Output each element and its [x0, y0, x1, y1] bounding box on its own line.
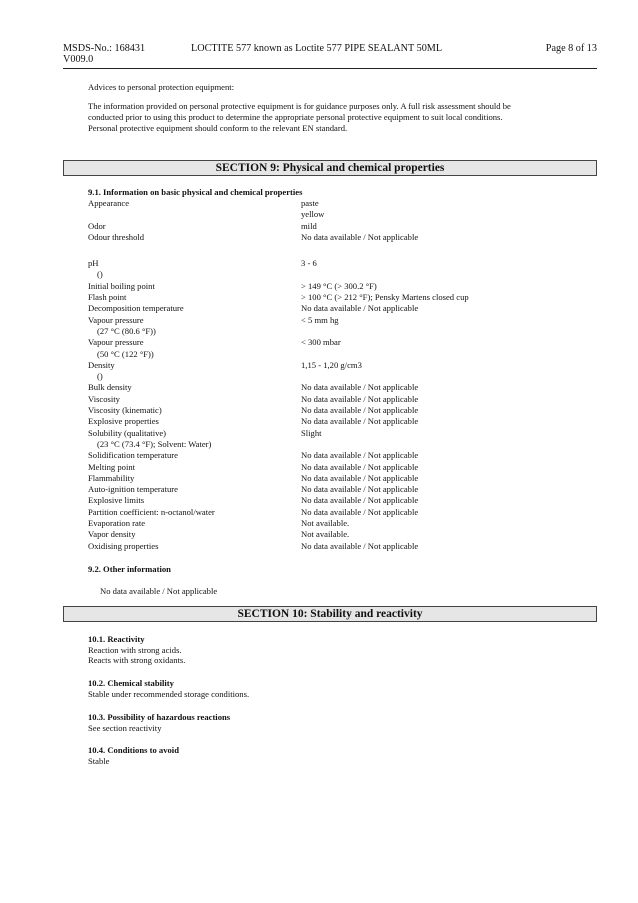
property-row	[88, 416, 568, 427]
hazardous-reactions-block	[88, 712, 230, 733]
property-value: No data available / Not applicable	[301, 416, 419, 427]
advice-line: Personal protective equipment should conform to the relevant EN standard.	[88, 123, 348, 133]
property-row	[88, 450, 568, 461]
property-row	[88, 473, 568, 484]
property-value: No data available / Not applicable	[301, 495, 419, 506]
property-value: > 149 °C (> 300.2 °F)	[301, 280, 377, 291]
property-value: No data available / Not applicable	[301, 506, 419, 517]
property-value: No data available / Not applicable	[301, 450, 419, 461]
chemical-stability-text: Stable under recommended storage conditions.	[88, 688, 250, 699]
property-row	[88, 541, 568, 552]
property-value: Not available.	[301, 518, 350, 529]
property-name: pH	[88, 258, 99, 269]
subsection-9-2-title: 9.2. Other information	[88, 564, 171, 574]
property-name: ()	[97, 269, 103, 280]
property-name: Initial boiling point	[88, 280, 155, 291]
property-row	[88, 360, 568, 371]
property-value: Slight	[301, 427, 322, 438]
advice-line: conducted prior to using this product to determine the appropriate personal protective equipment to suit local conditions.	[88, 112, 503, 122]
property-row	[88, 439, 568, 450]
property-value: yellow	[301, 209, 325, 220]
property-value: > 100 °C (> 212 °F); Pensky Martens closed cup	[301, 292, 469, 303]
property-row	[88, 326, 568, 337]
reactivity-block	[88, 634, 185, 666]
property-row	[88, 349, 568, 360]
property-value: No data available / Not applicable	[301, 231, 419, 242]
property-row	[88, 518, 568, 529]
property-name: Melting point	[88, 461, 136, 472]
property-name: Solubility (qualitative)	[88, 427, 167, 438]
property-row	[88, 371, 568, 382]
property-name: Bulk density	[88, 382, 132, 393]
chemical-stability-block	[88, 678, 249, 699]
property-value: No data available / Not applicable	[301, 540, 419, 551]
property-row	[88, 484, 568, 495]
property-name: Explosive limits	[88, 495, 145, 506]
property-name: Vapour pressure	[88, 337, 144, 348]
property-name: Evaporation rate	[88, 518, 146, 529]
conditions-to-avoid-title: 10.4. Conditions to avoid	[88, 745, 179, 755]
property-row	[88, 221, 568, 232]
property-value: 3 - 6	[301, 258, 317, 269]
property-row	[88, 462, 568, 473]
reactivity-title: 10.1. Reactivity	[88, 634, 145, 644]
page-header	[63, 43, 597, 65]
property-name: Viscosity (kinematic)	[88, 405, 162, 416]
reactivity-text: Reaction with strong acids.	[88, 644, 182, 655]
section-10-title: SECTION 10: Stability and reactivity	[63, 606, 597, 622]
property-row	[88, 428, 568, 439]
property-name: Viscosity	[88, 393, 120, 404]
property-row	[88, 337, 568, 348]
property-name: Density	[88, 359, 115, 370]
property-name: (50 °C (122 °F))	[97, 348, 154, 359]
property-value: No data available / Not applicable	[301, 484, 419, 495]
property-name: (23 °C (73.4 °F); Solvent: Water)	[97, 438, 212, 449]
property-row	[88, 269, 568, 280]
conditions-to-avoid-text: Stable	[88, 755, 110, 766]
property-value: paste	[301, 198, 319, 208]
property-name: Vapor density	[88, 529, 136, 540]
property-row	[88, 394, 568, 405]
property-name: Flammability	[88, 472, 135, 483]
property-row	[88, 405, 568, 416]
property-row	[88, 529, 568, 540]
property-value: No data available / Not applicable	[301, 405, 419, 416]
hazardous-reactions-text: See section reactivity	[88, 722, 162, 733]
property-value: Not available.	[301, 529, 350, 540]
property-value: 1,15 - 1,20 g/cm3	[301, 359, 362, 370]
property-row	[88, 315, 568, 326]
property-row	[88, 198, 568, 209]
page-number: Page 8 of 13	[545, 43, 597, 54]
property-row	[88, 507, 568, 518]
property-name: Auto-ignition temperature	[88, 484, 178, 495]
version: V009.0	[63, 54, 94, 65]
property-name: Oxidising properties	[88, 540, 159, 551]
property-row	[88, 209, 568, 220]
property-name: Decomposition temperature	[88, 303, 184, 314]
property-value: < 300 mbar	[301, 337, 341, 348]
property-row	[88, 495, 568, 506]
property-row	[88, 243, 568, 258]
conditions-to-avoid-block	[88, 745, 179, 766]
header-divider	[63, 68, 597, 69]
protection-advice	[88, 82, 578, 134]
other-information: No data available / Not applicable	[100, 586, 218, 596]
property-row	[88, 232, 568, 243]
property-row	[88, 382, 568, 393]
property-value: No data available / Not applicable	[301, 303, 419, 314]
property-value: No data available / Not applicable	[301, 393, 419, 404]
property-name: Appearance	[88, 198, 130, 208]
property-row	[88, 292, 568, 303]
properties-list	[88, 198, 568, 552]
subsection-9-1-title: 9.1. Information on basic physical and chemical properties	[88, 187, 303, 197]
property-row	[88, 281, 568, 292]
property-name: Vapour pressure	[88, 314, 144, 325]
property-value: < 5 mm hg	[301, 314, 339, 325]
advice-heading: Advices to personal protection equipment:	[88, 82, 235, 92]
property-name: Flash point	[88, 292, 127, 303]
chemical-stability-title: 10.2. Chemical stability	[88, 678, 174, 688]
section-9-title: SECTION 9: Physical and chemical properties	[63, 160, 597, 176]
property-name: Odor	[88, 220, 106, 231]
property-name: Odour threshold	[88, 231, 145, 242]
property-name: Solidification temperature	[88, 450, 178, 461]
property-name: ()	[97, 371, 103, 382]
property-name: Partition coefficient: n-octanol/water	[88, 506, 215, 517]
property-name: Explosive properties	[88, 416, 159, 427]
reactivity-text: Reacts with strong oxidants.	[88, 655, 186, 665]
property-value: No data available / Not applicable	[301, 472, 419, 483]
property-value: mild	[301, 220, 317, 231]
property-value: No data available / Not applicable	[301, 461, 419, 472]
advice-line: The information provided on personal protective equipment is for guidance purposes only. A full risk assessment should be	[88, 101, 511, 111]
product-name: LOCTITE 577 known as Loctite 577 PIPE SEALANT 50ML	[191, 43, 443, 54]
property-name: (27 °C (80.6 °F))	[97, 325, 156, 336]
property-row	[88, 303, 568, 314]
msds-number: MSDS-No.: 168431	[63, 43, 146, 54]
property-value: No data available / Not applicable	[301, 382, 419, 393]
hazardous-reactions-title: 10.3. Possibility of hazardous reactions	[88, 712, 231, 722]
property-row	[88, 258, 568, 269]
